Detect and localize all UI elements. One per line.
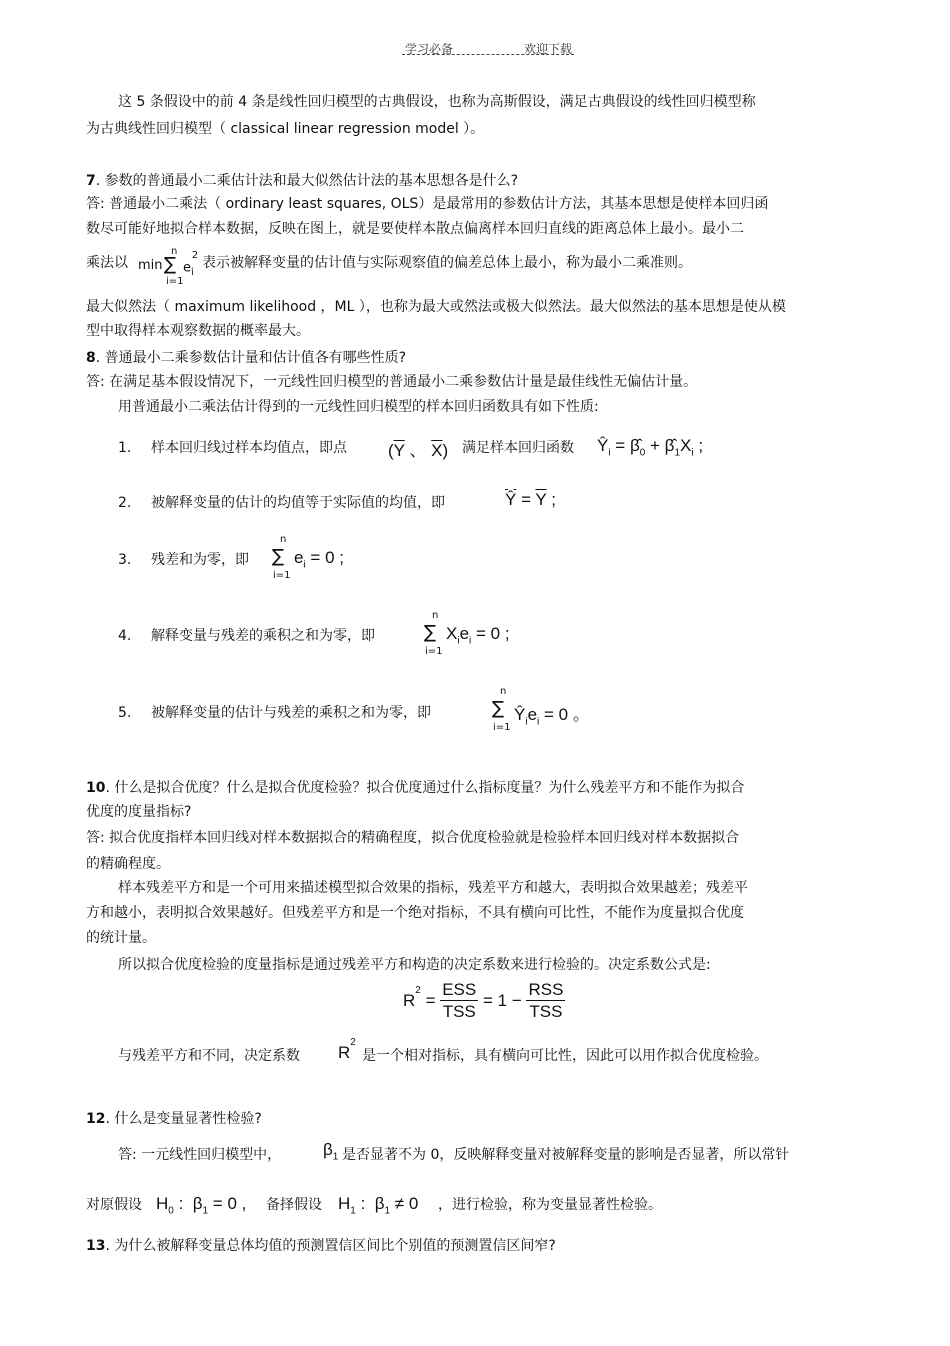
- q10-answer-line-5: 的统计量。: [86, 930, 156, 946]
- q10-answer-line-7-pre: 与残差平方和不同，决定系数: [118, 1048, 300, 1064]
- q7-answer-line-2: 数尽可能好地拟合样本数据，反映在图上，就是要使样本散点偏离样本回归直线的距离总体上最小。最小二: [86, 221, 744, 237]
- q10-question-line-2: 优度的度量指标?: [86, 804, 192, 820]
- q8-answer-line-1: 答: 在满足基本假设情况下，一元线性回归模型的普通最小二乘参数估计量是最佳线性无偏估计量。: [86, 374, 698, 390]
- q12-answer-line-1-pre: 答: 一元线性回归模型中，: [118, 1147, 282, 1163]
- property-1-text: 样本回归线过样本均值点，即点: [151, 440, 347, 456]
- q8-number: 8: [86, 350, 96, 366]
- q12-answer-line-1-post: 是否显著不为 0，反映解释变量对被解释变量的影响是否显著，所以常针: [342, 1147, 790, 1163]
- q10-number: 10: [86, 780, 106, 796]
- property-5-text: 被解释变量的估计与残差的乘积之和为零，即: [151, 705, 431, 721]
- mean-point-formula: ($\overline{Y}$ 、 $\overline{X}$): [388, 441, 449, 460]
- property-1-mid: 满足样本回归函数: [462, 440, 574, 456]
- q7-answer-line-3-post: 表示被解释变量的估计值与实际观察值的偏差总体上最小，称为最小二乘准则。: [202, 255, 692, 271]
- q7-number: 7: [86, 173, 96, 189]
- header-divider: [402, 54, 574, 55]
- q7-answer-line-5: 型中取得样本观察数据的概率最大。: [86, 323, 310, 339]
- property-5-number: 5.: [118, 705, 132, 721]
- property-3-number: 3.: [118, 552, 132, 568]
- r-squared-inline: $R^2$: [338, 1037, 356, 1062]
- null-hypothesis-formula: $H_0$ : $\beta_1 = 0$ ,: [156, 1194, 247, 1217]
- header-right: 欢迎下载: [524, 42, 573, 56]
- q7-question: 7. 参数的普通最小二乘估计法和最大似然估计法的基本思想各是什么?: [86, 173, 519, 189]
- r-squared-formula: $R^2$ = $\frac{\text{ESS}}{\text{TSS}}$ = 1 − $\frac{\text{RSS}}{\text{TSS}}$: [403, 980, 564, 1021]
- q13-question: 13. 为什么被解释变量总体均值的预测置信区间比个别值的预测置信区间窄?: [86, 1238, 556, 1254]
- q8-answer-line-2: 用普通最小二乘法估计得到的一元线性回归模型的样本回归函数具有如下性质:: [118, 399, 599, 415]
- q12-question: 12. 什么是变量显著性检验?: [86, 1111, 262, 1127]
- q10-answer-line-4: 方和越小，表明拟合效果越好。但残差平方和是一个绝对指标，不具有横向可比性，不能作为度量拟合优度: [86, 905, 744, 921]
- q10-answer-line-1: 答: 拟合优度指样本回归线对样本数据拟合的精确程度，拟合优度检验就是检验样本回归线对样本数据拟合: [86, 830, 740, 846]
- header-left: 学习必备: [405, 42, 454, 56]
- mean-equality-formula: $\overline{Ŷ} = \overline{Y}$ ;: [505, 490, 556, 509]
- q12-answer-line-2-post: ，进行检验，称为变量显著性检验。: [438, 1197, 662, 1213]
- q7-answer-line-1: 答: 普通最小二乘法（ ordinary least squares, OLS）是最常用的参数估计方法，其基本思想是使样本回归函: [86, 196, 769, 212]
- alt-hypothesis-formula: $H_1$ : $\beta_1 \ne 0$: [338, 1194, 419, 1217]
- q12-answer-line-2-mid: 备择假设: [266, 1197, 322, 1213]
- intro-line-2: 为古典线性回归模型（ classical linear regression model ）。: [86, 121, 485, 137]
- q10-answer-line-2: 的精确程度。: [86, 856, 170, 872]
- beta1-inline: $\beta_1$: [323, 1140, 339, 1163]
- q12-number: 12: [86, 1111, 106, 1127]
- q7-answer-line-3-pre: 乘法以: [86, 255, 128, 271]
- sample-regression-function: $Ŷ_i$ = $\betâ_0$ + $\betâ_1X_i$ ;: [597, 436, 704, 459]
- property-4-text: 解释变量与残差的乘积之和为零，即: [151, 628, 375, 644]
- q7-answer-line-4: 最大似然法（ maximum likelihood ，ML ），也称为最大或然法或极大似然法。最大似然法的基本思想是使从模: [86, 299, 786, 315]
- property-2-number: 2.: [118, 495, 132, 511]
- sum-residuals-formula: n ∑ i=1 $e_i = 0$ ;: [272, 534, 344, 581]
- sum-yhat-residuals-formula: n ∑ i=1 $Ŷ_ie_i = 0$ 。: [492, 686, 590, 733]
- q10-question-line-1: 10. 什么是拟合优度？什么是拟合优度检验？拟合优度通过什么指标度量？为什么残差平方和不能作为拟合: [86, 780, 745, 796]
- q10-answer-line-7-post: 是一个相对指标，具有横向可比性，因此可以用作拟合优度检验。: [362, 1048, 768, 1064]
- property-2-text: 被解释变量的估计的均值等于实际值的均值，即: [151, 495, 445, 511]
- q10-answer-line-6: 所以拟合优度检验的度量指标是通过残差平方和构造的决定系数来进行检验的。决定系数公式是:: [118, 957, 711, 973]
- q12-answer-line-2-pre: 对原假设: [86, 1197, 142, 1213]
- sum-x-residuals-formula: n ∑ i=1 $X_ie_i = 0$ ;: [424, 610, 510, 657]
- property-1-number: 1.: [118, 440, 132, 456]
- q10-answer-line-3: 样本残差平方和是一个可用来描述模型拟合效果的指标，残差平方和越大，表明拟合效果越差；残差平: [118, 880, 748, 896]
- q8-question: 8. 普通最小二乘参数估计量和估计值各有哪些性质?: [86, 350, 407, 366]
- property-4-number: 4.: [118, 628, 132, 644]
- intro-line-1: 这 5 条假设中的前 4 条是线性回归模型的古典假设，也称为高斯假设，满足古典假设的线性回归模型称: [118, 94, 756, 110]
- q13-number: 13: [86, 1238, 106, 1254]
- property-3-text: 残差和为零，即: [151, 552, 249, 568]
